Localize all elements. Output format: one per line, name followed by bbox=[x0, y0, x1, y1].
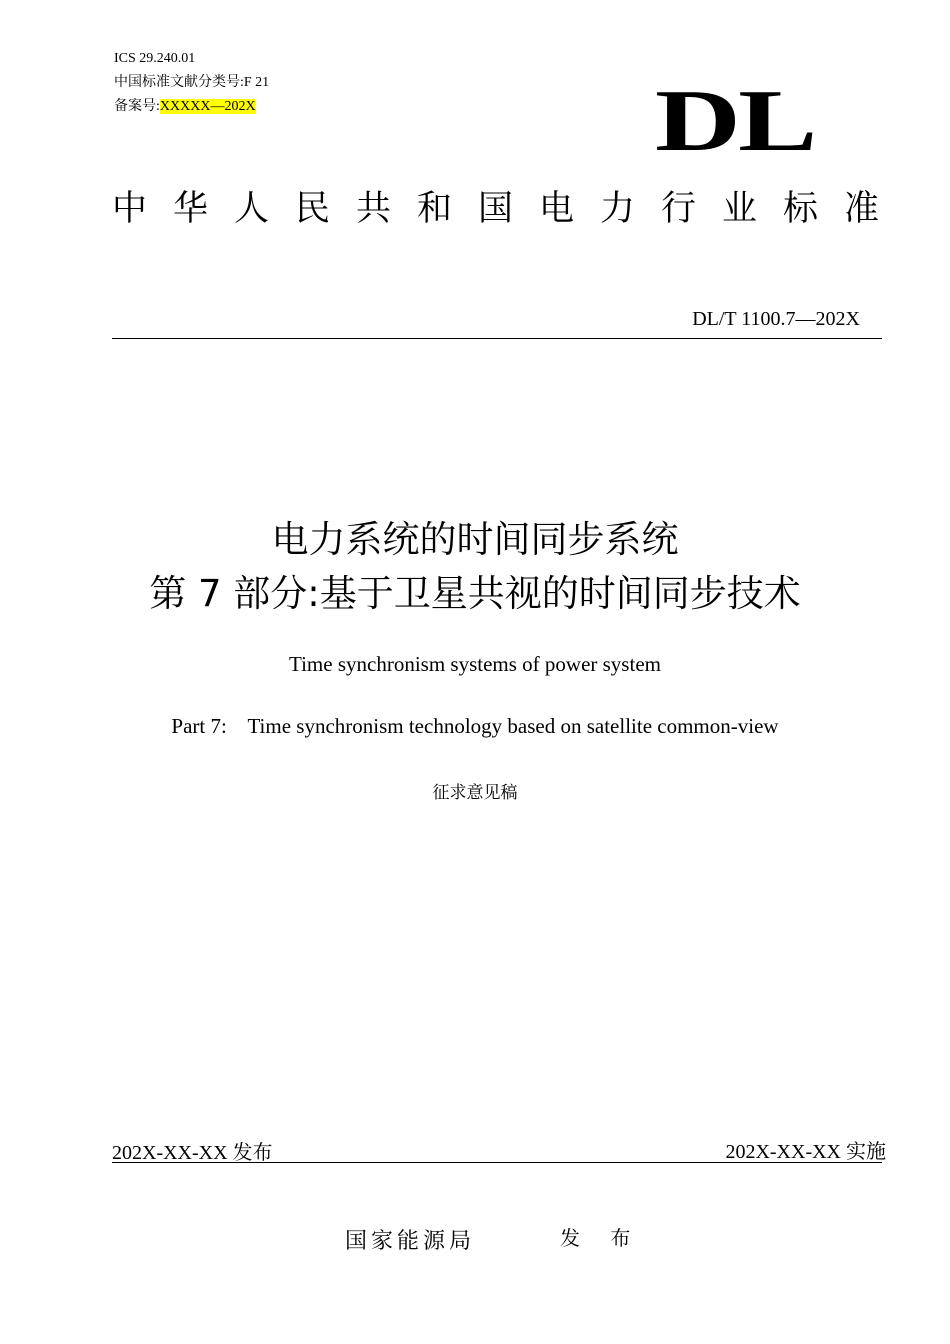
standard-code: DL/T 1100.7—202X bbox=[692, 308, 860, 330]
top-divider bbox=[112, 338, 882, 339]
publish-word: 发 布 bbox=[560, 1226, 643, 1250]
record-label: 备案号: bbox=[114, 99, 160, 114]
record-value: XXXXX—202X bbox=[159, 99, 256, 114]
standard-category-title: 中华人民共和国电力行业标准 bbox=[112, 189, 906, 229]
dl-logo: DL bbox=[655, 73, 815, 170]
implement-date: 202X-XX-XX 实施 bbox=[725, 1141, 886, 1163]
publisher-name: 国家能源局 bbox=[345, 1229, 476, 1254]
record-number bbox=[114, 97, 256, 117]
publish-date: 202X-XX-XX 发布 bbox=[112, 1142, 273, 1164]
ics-code: ICS 29.240.01 bbox=[114, 51, 196, 66]
ccs-code: 中国标准文献分类号:F 21 bbox=[114, 75, 270, 90]
en-title-line1: Time synchronism systems of power system bbox=[289, 652, 661, 676]
cn-title-line1: 电力系统的时间同步系统 bbox=[271, 518, 679, 561]
en-title-line2: Part 7: Time synchronism technology based on satellite common-view bbox=[171, 714, 779, 738]
draft-status: 征求意见稿 bbox=[432, 783, 518, 803]
bottom-divider bbox=[112, 1162, 882, 1163]
cn-title-line2: 第 7 部分:基于卫星共视的时间同步技术 bbox=[149, 572, 801, 615]
